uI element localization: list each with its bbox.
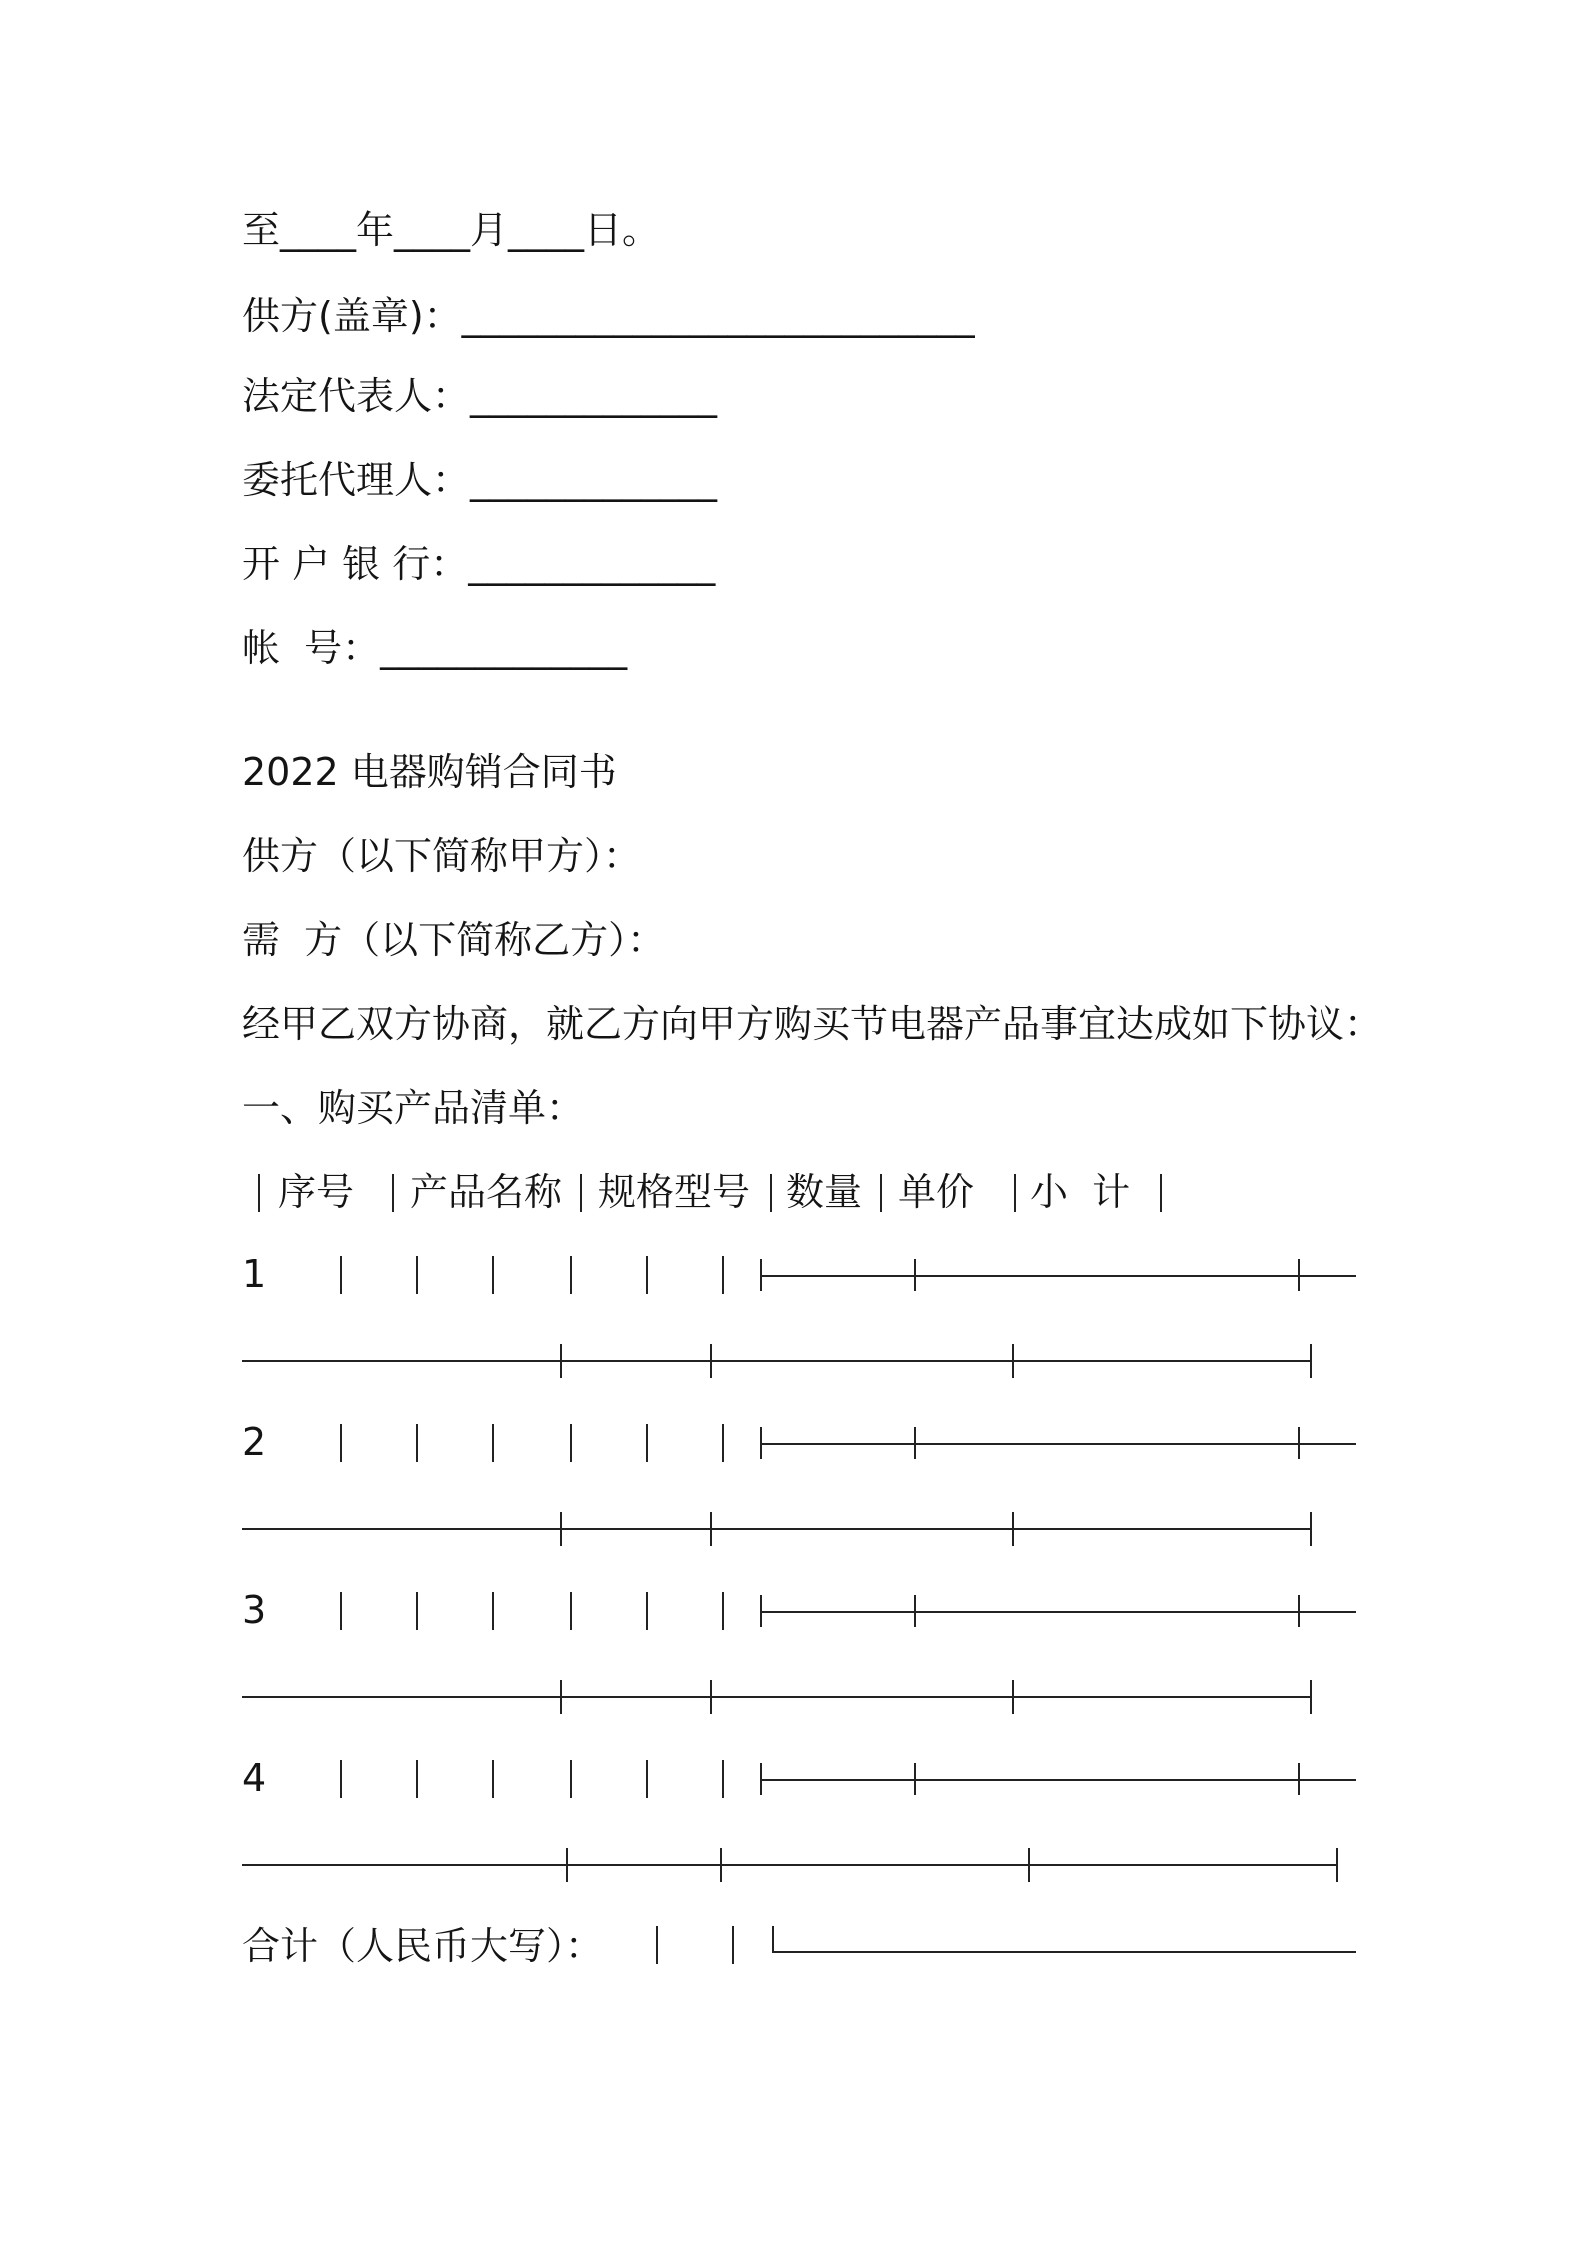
- row-tick: [914, 1427, 916, 1459]
- row-number: 1: [242, 1252, 267, 1296]
- bank-line: [242, 540, 715, 588]
- row-tick: [1012, 1344, 1014, 1378]
- row-tick: [560, 1512, 562, 1546]
- row-tick: [1012, 1680, 1014, 1714]
- row-divider: [492, 1592, 494, 1630]
- row-tick: [914, 1763, 916, 1795]
- row-tick: [710, 1344, 712, 1378]
- row-tick: [720, 1848, 722, 1882]
- row-line-upper: [760, 1275, 1356, 1277]
- account-line: [242, 624, 627, 672]
- row-tick: [560, 1344, 562, 1378]
- header-divider: [1160, 1174, 1162, 1212]
- legal-representative-label: 法定代表人：: [242, 374, 471, 418]
- row-tick: [1028, 1848, 1030, 1882]
- authorized-agent-blank: _____________: [470, 458, 718, 502]
- row-divider: [570, 1760, 572, 1798]
- row-divider: [722, 1256, 724, 1294]
- header-unit-price: 单价: [898, 1170, 975, 1214]
- row-divider: [492, 1424, 494, 1462]
- row-tick: [914, 1595, 916, 1627]
- row-tick: [1298, 1427, 1300, 1459]
- account-label: 帐 号：: [242, 626, 381, 670]
- supplier-seal-blank: ___________________________: [461, 294, 975, 338]
- row-divider: [646, 1424, 648, 1462]
- row-divider: [492, 1760, 494, 1798]
- legal-representative-line: [242, 372, 717, 420]
- header-divider: [258, 1174, 260, 1212]
- row-tick: [760, 1595, 762, 1627]
- row-tick: [914, 1259, 916, 1291]
- account-blank: _____________: [380, 626, 628, 670]
- authorized-agent-label: 委托代理人：: [242, 458, 471, 502]
- row-tick: [1298, 1595, 1300, 1627]
- supplier-seal-line: [242, 292, 975, 340]
- row-number: 4: [242, 1756, 267, 1800]
- header-spec-model: 规格型号: [598, 1170, 751, 1214]
- row-divider: [340, 1760, 342, 1798]
- row-tick: [1310, 1680, 1312, 1714]
- row-number: 2: [242, 1420, 267, 1464]
- row-tick: [710, 1512, 712, 1546]
- row-divider: [570, 1256, 572, 1294]
- row-tick: [1310, 1512, 1312, 1546]
- row-tick: [710, 1680, 712, 1714]
- row-line-lower: [242, 1696, 1310, 1698]
- party-a-line: 供方（以下简称甲方）：: [242, 834, 642, 878]
- total-divider: [732, 1926, 734, 1964]
- row-divider: [416, 1592, 418, 1630]
- row-tick: [566, 1848, 568, 1882]
- header-divider: [392, 1174, 394, 1212]
- row-tick: [760, 1427, 762, 1459]
- authorized-agent-line: [242, 456, 717, 504]
- row-tick: [1012, 1512, 1014, 1546]
- row-number: 3: [242, 1588, 267, 1632]
- row-divider: [340, 1424, 342, 1462]
- row-tick: [1298, 1763, 1300, 1795]
- row-divider: [570, 1424, 572, 1462]
- header-index: 序号: [278, 1170, 355, 1214]
- total-underline: [772, 1951, 1356, 1953]
- bank-blank: _____________: [468, 542, 716, 586]
- row-divider: [646, 1760, 648, 1798]
- header-quantity: 数量: [786, 1170, 863, 1214]
- header-divider: [770, 1174, 772, 1212]
- row-divider: [646, 1592, 648, 1630]
- section-heading: 一、购买产品清单：: [242, 1086, 585, 1130]
- row-divider: [722, 1592, 724, 1630]
- row-tick: [1298, 1259, 1300, 1291]
- row-line-upper: [760, 1779, 1356, 1781]
- bank-label: 开 户 银 行：: [242, 542, 469, 586]
- header-subtotal: 小 计: [1030, 1170, 1131, 1214]
- row-divider: [492, 1256, 494, 1294]
- header-product-name: 产品名称: [410, 1170, 563, 1214]
- total-corner: [772, 1926, 774, 1952]
- party-b-line: 需 方（以下简称乙方）：: [242, 918, 666, 962]
- row-divider: [340, 1592, 342, 1630]
- header-divider: [1014, 1174, 1016, 1212]
- row-line-lower: [242, 1864, 1336, 1866]
- header-divider: [880, 1174, 882, 1212]
- row-divider: [416, 1424, 418, 1462]
- legal-representative-blank: _____________: [470, 374, 718, 418]
- row-divider: [722, 1760, 724, 1798]
- row-line-lower: [242, 1528, 1310, 1530]
- total-label: 合计（人民币大写）：: [242, 1924, 604, 1968]
- row-divider: [646, 1256, 648, 1294]
- row-tick: [1310, 1344, 1312, 1378]
- row-tick: [760, 1763, 762, 1795]
- row-line-upper: [760, 1443, 1356, 1445]
- row-tick: [1336, 1848, 1338, 1882]
- row-divider: [416, 1760, 418, 1798]
- total-divider: [656, 1926, 658, 1964]
- row-tick: [760, 1259, 762, 1291]
- row-divider: [416, 1256, 418, 1294]
- date-range-line: 至____年____月____日。: [242, 208, 661, 252]
- row-tick: [560, 1680, 562, 1714]
- row-divider: [340, 1256, 342, 1294]
- contract-title: 2022 电器购销合同书: [242, 750, 617, 794]
- row-line-upper: [760, 1611, 1356, 1613]
- agreement-intro: 经甲乙双方协商，就乙方向甲方购买节电器产品事宜达成如下协议：: [242, 1002, 1383, 1046]
- supplier-seal-label: 供方(盖章)：: [242, 294, 462, 338]
- header-divider: [580, 1174, 582, 1212]
- row-divider: [570, 1592, 572, 1630]
- row-line-lower: [242, 1360, 1310, 1362]
- row-divider: [722, 1424, 724, 1462]
